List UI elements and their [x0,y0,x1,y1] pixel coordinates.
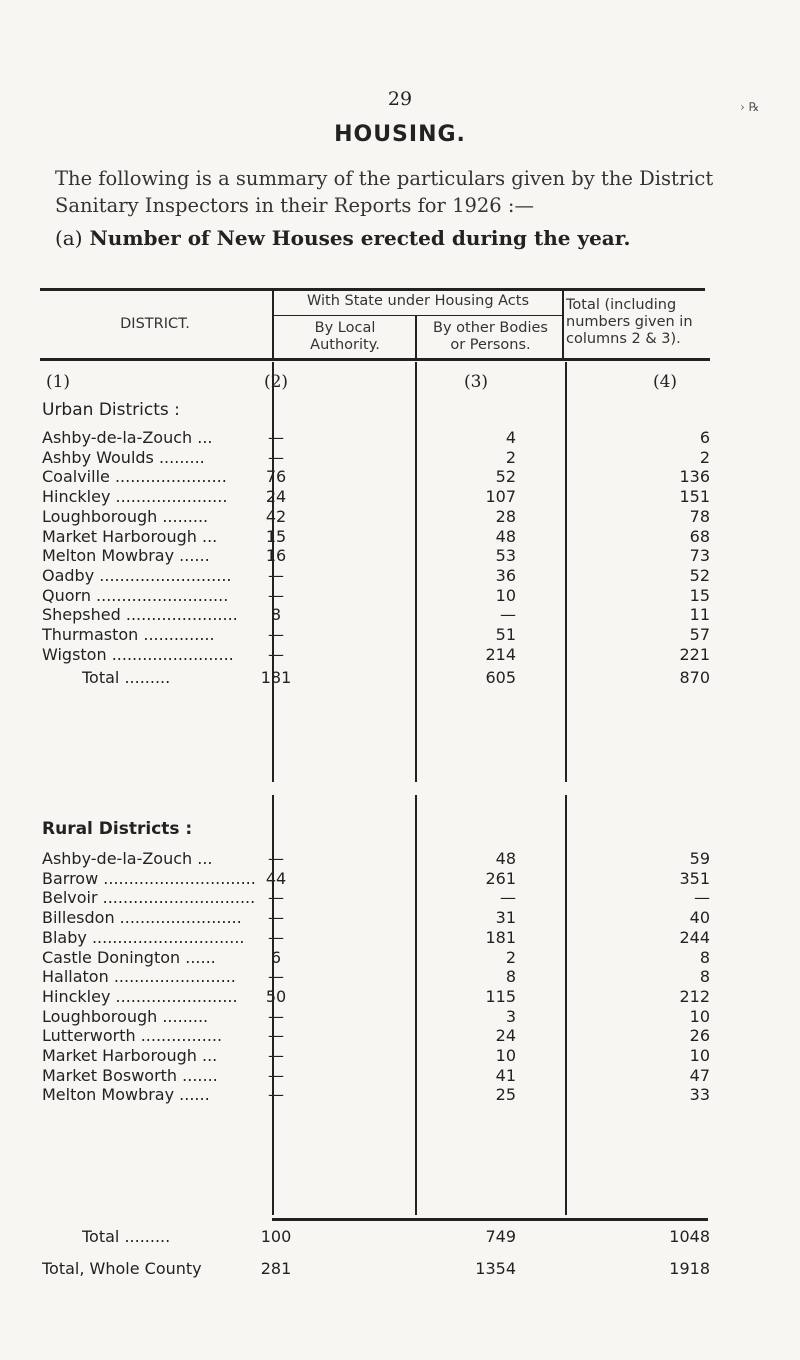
other-bodies-value: 4 [505,428,516,447]
district-name: Loughborough ......... [42,1006,209,1026]
other-bodies-value: 28 [495,506,516,526]
table-row [0,428,800,448]
col-number-1: (1) [45,372,71,392]
other-bodies-value: — [500,888,516,908]
col3-header-line1: By other Bodies [433,320,548,336]
district-name: Melton Mowbray ...... [42,1085,210,1105]
district-name: Market Harborough ... [42,526,218,546]
col4-header-line2: numbers given in [566,314,693,330]
table-row [0,987,800,1007]
other-bodies-value: 51 [495,625,516,644]
rural-total-row [0,1227,800,1247]
col-number-4: (4) [652,372,678,392]
col2-header [275,320,415,354]
local-authority-value: 15 [265,526,287,546]
table-row [0,1046,800,1066]
table-row [0,967,800,987]
local-authority-value: 42 [265,506,287,526]
total-value: 10 [689,1006,710,1026]
header-divider-3 [562,290,564,360]
local-authority-value: — [268,625,284,644]
district-name: Ashby-de-la-Zouch ... [42,428,213,447]
table-row [0,849,800,869]
total-value: 2 [699,447,710,467]
table-row [0,487,800,507]
total-value: 15 [689,585,710,605]
header-divider-1 [272,290,274,360]
table-row [0,645,800,665]
local-authority-value: 76 [265,467,287,487]
table-row [0,546,800,566]
district-name: Total ......... [82,668,171,687]
district-name: Market Harborough ... [42,1046,218,1065]
col-number-3: (3) [463,372,489,392]
district-name: Total, Whole County [42,1259,202,1278]
local-authority-value: — [268,1085,284,1105]
district-header: DISTRICT. [120,316,190,332]
other-bodies-value: 2 [505,447,516,467]
local-authority-value: 100 [260,1227,292,1246]
col-number-2: (2) [263,372,289,392]
district-name: Castle Donington ...... [42,947,216,967]
other-bodies-value: 261 [485,868,516,888]
other-bodies-value: 53 [495,546,516,566]
district-name: Shepshed ...................... [42,605,238,625]
total-value: 73 [689,546,710,566]
other-bodies-value: 8 [505,967,516,987]
local-authority-value: — [268,908,284,928]
total-value: — [694,888,710,908]
other-bodies-value: 214 [485,644,516,664]
rural-section-title: Rural Districts : [42,819,193,839]
table-caption [55,226,630,250]
table-row [0,467,800,487]
total-value: 351 [679,868,710,888]
col2-header-line2: Authority. [310,337,380,353]
caption-label: (a) [55,226,83,250]
local-authority-value: — [268,1046,284,1065]
total-value: 6 [699,428,710,447]
local-authority-value: — [268,585,284,605]
total-value: 33 [689,1085,710,1105]
district-name: Belvoir .............................. [42,888,256,908]
total-value: 59 [689,849,710,868]
col4-header-line3: columns 2 & 3). [566,331,681,347]
col2-header-line1: By Local [314,320,376,336]
local-authority-value: 24 [265,487,287,507]
table-row [0,1085,800,1105]
local-authority-value: 44 [265,868,287,888]
district-name: Thurmaston .............. [42,625,215,644]
district-name: Ashby-de-la-Zouch ... [42,849,213,868]
other-bodies-value: 115 [485,986,516,1006]
other-bodies-value: 107 [485,487,516,507]
local-authority-value: 181 [260,668,292,687]
urban-section-title: Urban Districts : [42,400,180,420]
local-authority-value: — [268,1065,284,1085]
col3-header-line2: or Persons. [450,337,531,353]
other-bodies-value: 2 [505,947,516,967]
total-value: 47 [689,1065,710,1085]
other-bodies-value: 605 [485,668,516,687]
local-authority-value: — [268,565,284,585]
total-value: 78 [689,506,710,526]
total-value: 40 [689,908,710,928]
intro-paragraph: The following is a summary of the particulars given by the District Sanitary Inspectors in their Reports for 1926 :— [55,167,714,217]
total-value: 10 [689,1046,710,1065]
total-value: 26 [689,1026,710,1046]
table-row [0,928,800,948]
local-authority-value: 6 [270,947,282,967]
page-title: HOUSING. [334,122,466,147]
table-row [0,448,800,468]
local-authority-value: — [268,644,284,664]
district-name: Hallaton ........................ [42,967,236,987]
total-value: 68 [689,526,710,546]
table-row [0,625,800,645]
total-value: 136 [679,467,710,487]
local-authority-value: — [268,927,284,947]
table-row [0,888,800,908]
other-bodies-value: — [500,605,516,625]
total-value: 11 [689,605,710,625]
col4-header-line1: Total (including [566,297,677,313]
total-value: 1918 [669,1259,710,1278]
table-row [0,605,800,625]
local-authority-value: 16 [265,546,287,566]
local-authority-value: 8 [270,605,282,625]
district-name: Oadby .......................... [42,565,232,585]
table-row [0,1026,800,1046]
district-name: Barrow .............................. [42,868,256,888]
header-group-rule [273,315,563,316]
local-authority-value: — [268,428,284,447]
district-name: Loughborough ......... [42,506,209,526]
other-bodies-value: 10 [495,585,516,605]
local-authority-value: 50 [265,986,287,1006]
table-row [0,507,800,527]
total-value: 212 [679,986,710,1006]
district-name: Quorn .......................... [42,585,229,605]
district-name: Hinckley ...................... [42,487,228,507]
total-value: 8 [699,967,710,987]
other-bodies-value: 749 [485,1227,516,1246]
district-name: Melton Mowbray ...... [42,546,210,566]
local-authority-value: — [268,888,284,908]
table-row [0,948,800,968]
col4-header [566,297,716,348]
local-authority-value: — [268,967,284,987]
total-value: 52 [689,565,710,585]
local-authority-value: — [268,447,284,467]
col3-header [418,320,563,354]
table-row [0,908,800,928]
district-name: Billesdon ........................ [42,908,242,928]
state-housing-acts-header: With State under Housing Acts [306,293,530,309]
local-authority-value: 281 [260,1259,292,1278]
other-bodies-value: 31 [495,908,516,928]
other-bodies-value: 36 [495,565,516,585]
district-name: Coalville ...................... [42,467,227,487]
total-value: 57 [689,625,710,644]
total-value: 221 [679,644,710,664]
header-divider-2 [415,316,417,360]
other-bodies-value: 48 [495,526,516,546]
table-top-rule [40,288,705,291]
other-bodies-value: 181 [485,927,516,947]
caption-text: Number of New Houses erected during the year. [89,226,631,250]
other-bodies-value: 25 [495,1085,516,1105]
county-total-row [0,1259,800,1279]
urban-total-row [0,668,800,688]
table-row [0,527,800,547]
total-value: 244 [679,927,710,947]
other-bodies-value: 41 [495,1065,516,1085]
district-name: Total ......... [82,1227,171,1246]
table-row [0,566,800,586]
total-value: 151 [679,487,710,507]
other-bodies-value: 3 [505,1006,516,1026]
table-row [0,586,800,606]
corner-mark: › ℞ [740,100,760,114]
district-name: Lutterworth ................ [42,1026,223,1046]
other-bodies-value: 1354 [475,1259,516,1278]
other-bodies-value: 48 [495,849,516,868]
header-bottom-rule [40,358,710,361]
table-bottom-rule [272,1218,708,1221]
local-authority-value: — [268,1026,284,1046]
page-number: 29 [387,88,413,110]
total-value: 1048 [669,1227,710,1246]
district-name: Wigston ........................ [42,644,234,664]
table-row [0,869,800,889]
district-name: Ashby Woulds ......... [42,447,205,467]
other-bodies-value: 10 [495,1046,516,1065]
district-name: Blaby .............................. [42,927,245,947]
district-name: Hinckley ........................ [42,986,238,1006]
total-value: 870 [679,668,710,687]
local-authority-value: — [268,849,284,868]
district-name: Market Bosworth ....... [42,1065,218,1085]
other-bodies-value: 24 [495,1026,516,1046]
local-authority-value: — [268,1006,284,1026]
table-row [0,1066,800,1086]
total-value: 8 [699,947,710,967]
other-bodies-value: 52 [495,467,516,487]
table-row [0,1007,800,1027]
